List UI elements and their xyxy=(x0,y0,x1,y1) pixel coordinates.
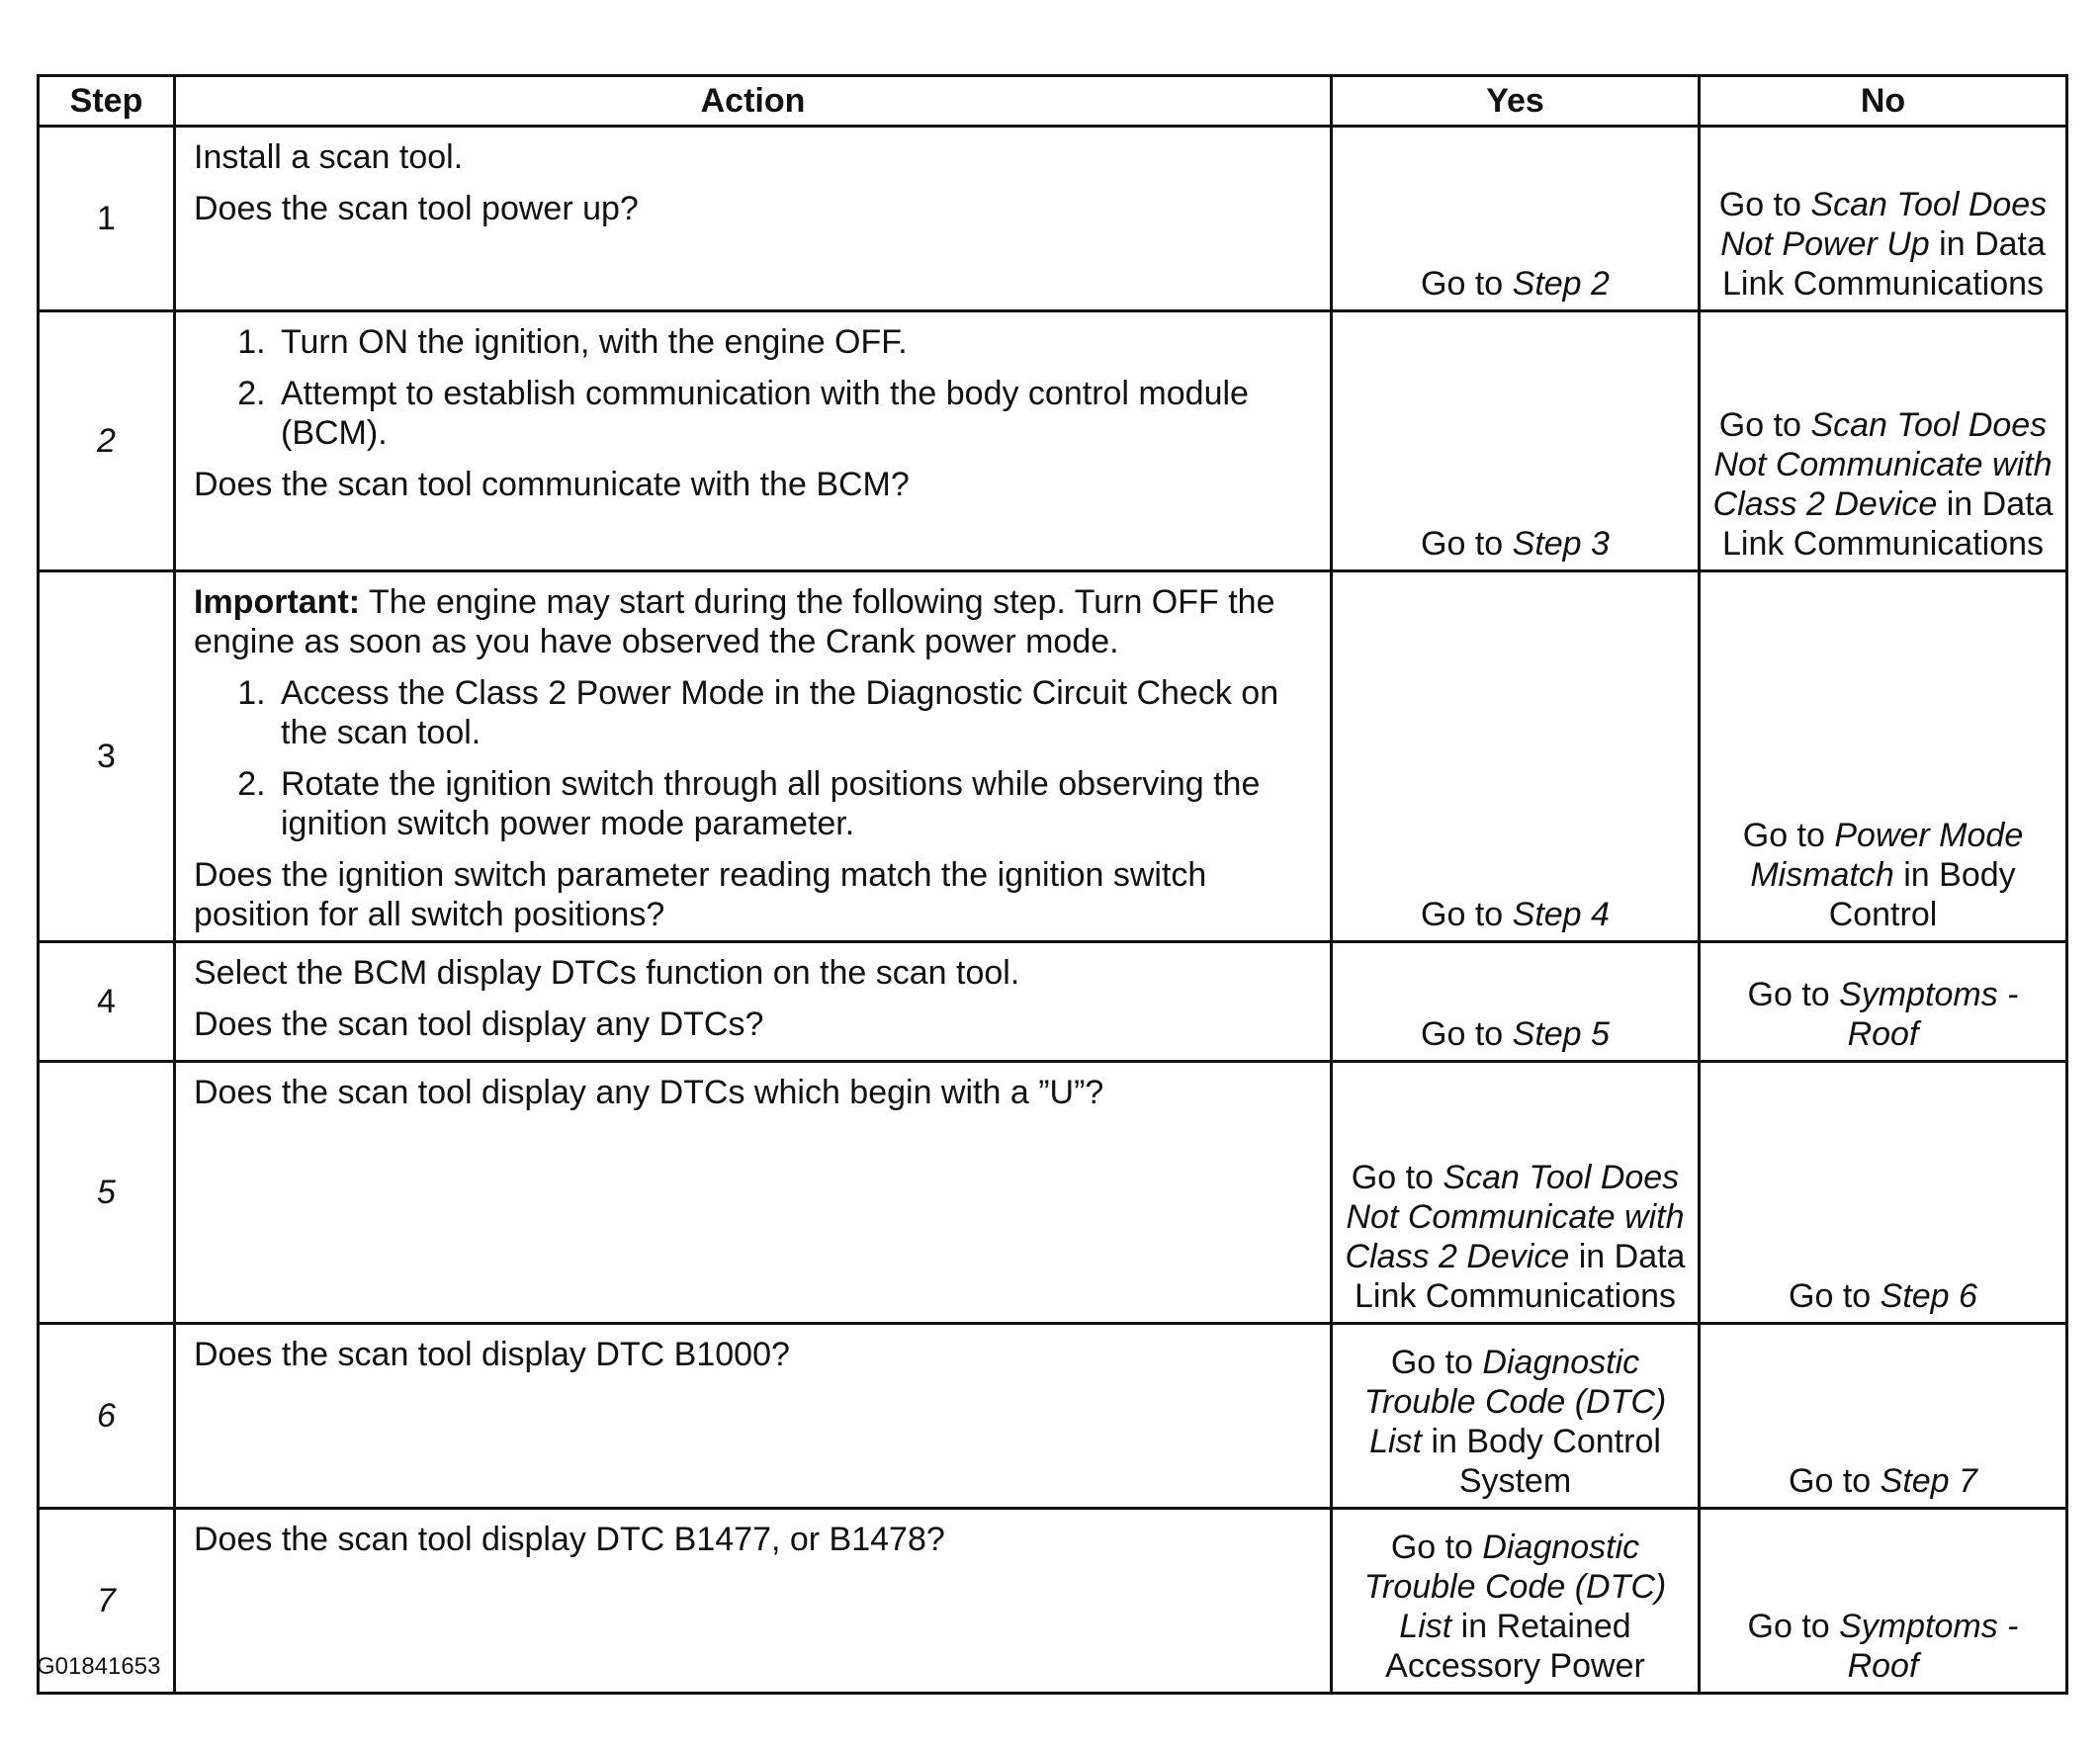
no-prefix: Go to xyxy=(1789,1462,1881,1500)
yes-prefix: Go to xyxy=(1421,525,1513,563)
action-cell xyxy=(175,942,1332,1062)
step-number: 6 xyxy=(39,1324,175,1509)
action-question: Does the ignition switch parameter reading match the ignition switch position for all switch positions? xyxy=(194,856,1207,933)
yes-suffix: in Retained Accessory Power xyxy=(1385,1608,1645,1685)
no-prefix: Go to xyxy=(1789,1277,1881,1315)
table-row xyxy=(39,1324,2067,1509)
action-question: Does the scan tool display DTC B1477, or B1478? xyxy=(194,1521,945,1558)
action-question: Does the scan tool display DTC B1000? xyxy=(194,1336,790,1373)
no-reference-link[interactable]: Step 6 xyxy=(1880,1277,1977,1315)
yes-cell xyxy=(1332,127,1700,311)
action-text: Select the BCM display DTCs function on the scan tool. xyxy=(194,954,1020,992)
header-step: Step xyxy=(39,76,175,127)
table-row xyxy=(39,311,2067,571)
no-reference-link[interactable]: Scan Tool Does Not Power Up xyxy=(1720,186,2048,263)
action-cell xyxy=(175,311,1332,571)
important-text: The engine may start during the following step. Turn OFF the engine as soon as you have observed the Crank power mode. xyxy=(194,583,1275,660)
table-row xyxy=(39,1062,2067,1324)
action-step-item: 1. Access the Class 2 Power Mode in the Diagnostic Circuit Check on the scan tool. xyxy=(275,673,1314,752)
step-number: 7 xyxy=(39,1509,175,1694)
no-suffix: in Body Control xyxy=(1828,856,2016,933)
no-reference-link[interactable]: Symptoms - Roof xyxy=(1839,1608,2019,1685)
step-number: 4 xyxy=(39,942,175,1062)
no-suffix: in Data Link Communications xyxy=(1721,485,2054,563)
action-cell xyxy=(175,1509,1332,1694)
action-step-item: 2. Attempt to establish communication with the body control module (BCM). xyxy=(275,374,1314,453)
yes-cell xyxy=(1332,942,1700,1062)
yes-reference-link[interactable]: Step 5 xyxy=(1512,1015,1610,1053)
yes-cell xyxy=(1332,1062,1700,1324)
action-cell xyxy=(175,1324,1332,1509)
action-cell xyxy=(175,127,1332,311)
step-number: 5 xyxy=(39,1062,175,1324)
action-question: Does the scan tool communicate with the BCM? xyxy=(194,466,910,503)
no-suffix: in Data Link Communications xyxy=(1721,225,2046,303)
table-row xyxy=(39,942,2067,1062)
action-question: Does the scan tool display any DTCs which begin with a ”U”? xyxy=(194,1074,1104,1111)
yes-prefix: Go to xyxy=(1390,1529,1483,1566)
yes-reference-link[interactable]: Step 2 xyxy=(1512,265,1610,303)
no-reference-link[interactable]: Scan Tool Does Not Communicate with Class 2 Device xyxy=(1712,406,2053,523)
yes-prefix: Go to xyxy=(1421,896,1513,933)
no-prefix: Go to xyxy=(1747,976,1840,1013)
no-cell xyxy=(1700,1324,2067,1509)
important-note xyxy=(194,582,1314,661)
diagnostic-table xyxy=(37,74,2068,1695)
yes-reference-link[interactable]: Step 4 xyxy=(1512,896,1610,933)
action-step-item: 2. Rotate the ignition switch through all positions while observing the ignition switch power mode parameter. xyxy=(275,764,1314,843)
step-number: 3 xyxy=(39,571,175,942)
no-cell xyxy=(1700,571,2067,942)
action-cell xyxy=(175,571,1332,942)
yes-cell xyxy=(1332,571,1700,942)
figure-id: G01841653 xyxy=(37,1653,161,1680)
header-no: No xyxy=(1700,76,2067,127)
yes-prefix: Go to xyxy=(1421,265,1513,303)
yes-reference-link[interactable]: Diagnostic Trouble Code (DTC) List xyxy=(1363,1344,1667,1460)
yes-cell xyxy=(1332,1324,1700,1509)
no-cell xyxy=(1700,942,2067,1062)
yes-reference-link[interactable]: Step 3 xyxy=(1512,525,1610,563)
table-row xyxy=(39,571,2067,942)
yes-suffix: in Data Link Communications xyxy=(1354,1238,1686,1315)
header-row xyxy=(39,76,2067,127)
yes-reference-link[interactable]: Diagnostic Trouble Code (DTC) List xyxy=(1363,1529,1667,1645)
action-steps-list xyxy=(194,322,1314,453)
yes-cell xyxy=(1332,311,1700,571)
yes-cell xyxy=(1332,1509,1700,1694)
yes-prefix: Go to xyxy=(1421,1015,1513,1053)
yes-prefix: Go to xyxy=(1351,1159,1444,1196)
action-cell xyxy=(175,1062,1332,1324)
step-number: 1 xyxy=(39,127,175,311)
no-prefix: Go to xyxy=(1747,1608,1840,1645)
no-reference-link[interactable]: Power Mode Mismatch xyxy=(1750,817,2024,894)
important-label: Important: xyxy=(194,583,361,621)
action-question: Does the scan tool display any DTCs? xyxy=(194,1005,764,1043)
yes-prefix: Go to xyxy=(1390,1344,1483,1381)
no-prefix: Go to xyxy=(1718,406,1811,444)
no-cell xyxy=(1700,1509,2067,1694)
no-prefix: Go to xyxy=(1742,817,1835,854)
table-row xyxy=(39,127,2067,311)
no-cell xyxy=(1700,127,2067,311)
no-prefix: Go to xyxy=(1718,186,1811,223)
yes-reference-link[interactable]: Scan Tool Does Not Communicate with Class 2 Device xyxy=(1345,1159,1685,1275)
no-reference-link[interactable]: Step 7 xyxy=(1880,1462,1977,1500)
no-cell xyxy=(1700,311,2067,571)
table-row xyxy=(39,1509,2067,1694)
action-text: Install a scan tool. xyxy=(194,138,464,176)
no-cell xyxy=(1700,1062,2067,1324)
action-step-item: 1. Turn ON the ignition, with the engine OFF. xyxy=(275,322,1314,362)
step-number: 2 xyxy=(39,311,175,571)
yes-suffix: in Body Control System xyxy=(1422,1423,1661,1500)
no-reference-link[interactable]: Symptoms - Roof xyxy=(1839,976,2019,1053)
action-question: Does the scan tool power up? xyxy=(194,190,639,227)
header-action: Action xyxy=(175,76,1332,127)
action-steps-list xyxy=(194,673,1314,843)
header-yes: Yes xyxy=(1332,76,1700,127)
